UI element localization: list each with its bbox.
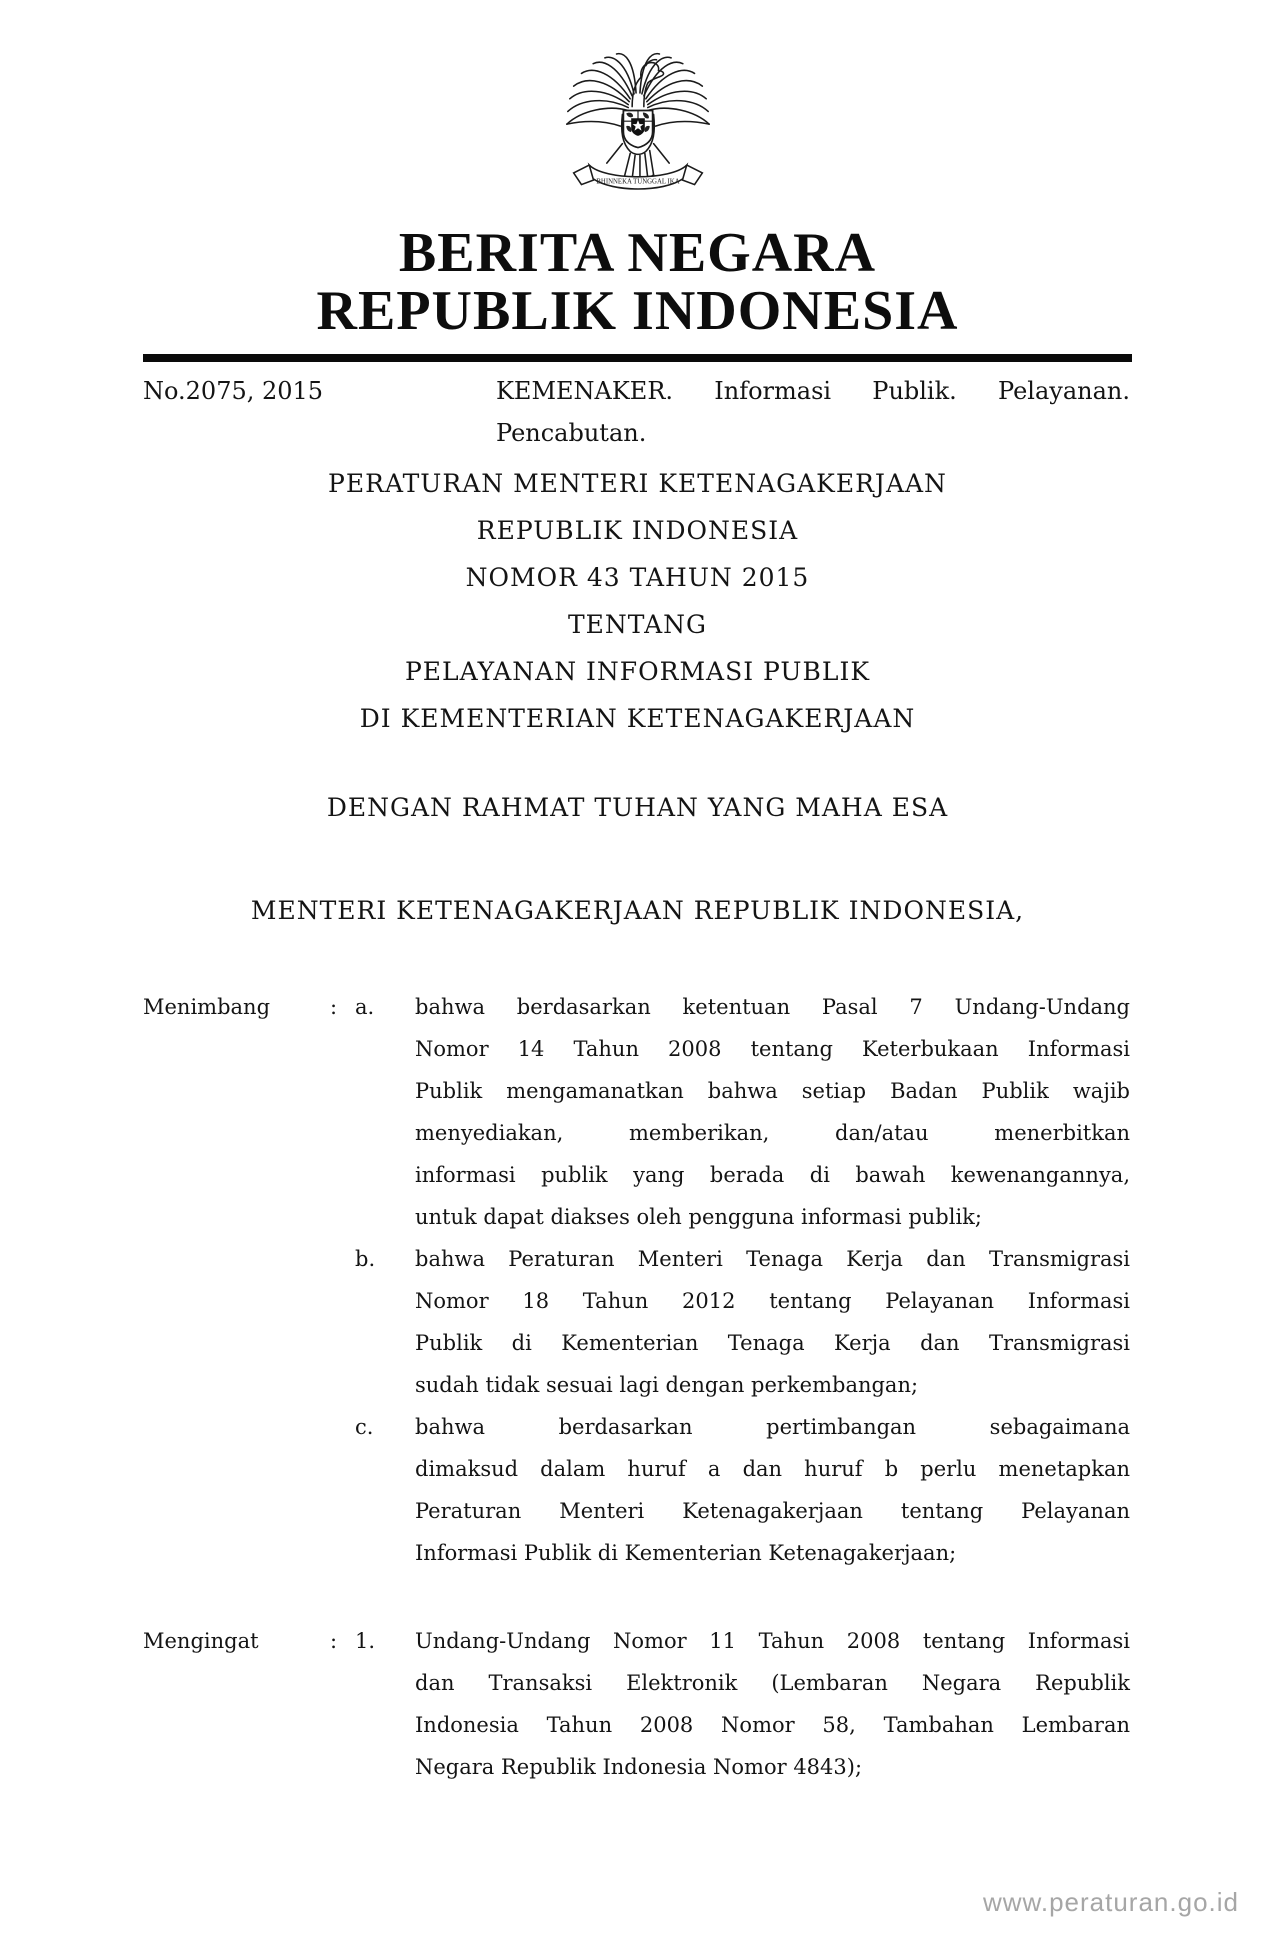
paragraph-line: bahwa berdasarkan ketentuan Pasal 7 Undang-Undang (415, 995, 1130, 1019)
paragraph-line: menyediakan, memberikan, dan/atau menerbitkan (415, 1121, 1130, 1145)
gazette-subject (496, 370, 1130, 454)
garuda-emblem-svg (560, 50, 716, 210)
recalling-item-1 (355, 1620, 1130, 1788)
item-marker: b. (355, 1247, 376, 1271)
emblem-motto-text: BHINNEKA TUNGGAL IKA (595, 178, 680, 186)
recalling-label: Mengingat (143, 1629, 259, 1653)
title-line: TENTANG (567, 610, 707, 639)
paragraph-line: Informasi Publik di Kementerian Ketenagakerjaan; (415, 1541, 957, 1565)
paragraph-line: informasi publik yang berada di bawah kewenangannya, (415, 1163, 1130, 1187)
title-line: REPUBLIK INDONESIA (476, 516, 799, 545)
paragraph-line: Publik di Kementerian Tenaga Kerja dan Transmigrasi (415, 1331, 1130, 1355)
paragraph-line: bahwa Peraturan Menteri Tenaga Kerja dan Transmigrasi (415, 1247, 1130, 1271)
paragraph-line: Indonesia Tahun 2008 Nomor 58, Tambahan Lembaran (415, 1713, 1130, 1737)
masthead-line1: BERITA NEGARA (398, 222, 877, 284)
recalling-colon: : (330, 1629, 338, 1653)
paragraph-line: dan Transaksi Elektronik (Lembaran Negara Republik (415, 1671, 1130, 1695)
paragraph-line: untuk dapat diakses oleh pengguna informasi publik; (415, 1205, 982, 1229)
title-line: NOMOR 43 TAHUN 2015 (465, 563, 810, 592)
title-line: PELAYANAN INFORMASI PUBLIK (404, 657, 871, 686)
paragraph-line: Negara Republik Indonesia Nomor 4843); (415, 1755, 863, 1779)
recalling-clause (143, 1620, 1130, 1788)
paragraph-line: Undang-Undang Nomor 11 Tahun 2008 tentang Informasi (415, 1629, 1130, 1653)
considering-item-b (355, 1238, 1130, 1406)
item-marker: a. (355, 995, 375, 1019)
masthead-line2: REPUBLIK INDONESIA (316, 280, 959, 342)
considering-clause (143, 986, 1130, 1574)
paragraph-line: Nomor 14 Tahun 2008 tentang Keterbukaan Informasi (415, 1037, 1130, 1061)
garuda-emblem-icon (560, 50, 716, 210)
authority-line: MENTERI KETENAGAKERJAAN REPUBLIK INDONESIA, (250, 896, 1025, 925)
paragraph-line: Nomor 18 Tahun 2012 tentang Pelayanan Informasi (415, 1289, 1130, 1313)
gazette-subject-line2: Pencabutan. (496, 419, 647, 447)
title-line: DI KEMENTERIAN KETENAGAKERJAAN (359, 704, 916, 733)
paragraph-line: Peraturan Menteri Ketenagakerjaan tentang Pelayanan (415, 1499, 1130, 1523)
masthead-title (0, 224, 1275, 340)
paragraph-line: Publik mengamanatkan bahwa setiap Badan Publik wajib (415, 1079, 1130, 1103)
masthead-divider (143, 354, 1132, 362)
paragraph-line: bahwa berdasarkan pertimbangan sebagaimana (415, 1415, 1130, 1439)
paragraph-line: dimaksud dalam huruf a dan huruf b perlu menetapkan (415, 1457, 1130, 1481)
title-line: PERATURAN MENTERI KETENAGAKERJAAN (328, 469, 947, 498)
invocation-line: DENGAN RAHMAT TUHAN YANG MAHA ESA (326, 793, 949, 822)
item-marker: 1. (355, 1629, 376, 1653)
gazette-subject-line1: KEMENAKER. Informasi Publik. Pelayanan. (496, 377, 1130, 405)
considering-label: Menimbang (143, 995, 271, 1019)
considering-colon: : (330, 995, 338, 1019)
gazette-number: No.2075, 2015 (143, 377, 324, 405)
source-url-watermark: www.peraturan.go.id (982, 1887, 1239, 1917)
item-marker: c. (355, 1415, 374, 1439)
regulation-title (0, 460, 1275, 742)
paragraph-line: sudah tidak sesuai lagi dengan perkembangan; (415, 1373, 919, 1397)
considering-item-c (355, 1406, 1130, 1574)
gazette-header-row (143, 370, 1130, 454)
considering-item-a (355, 986, 1130, 1238)
preamble-clauses (143, 986, 1130, 1788)
